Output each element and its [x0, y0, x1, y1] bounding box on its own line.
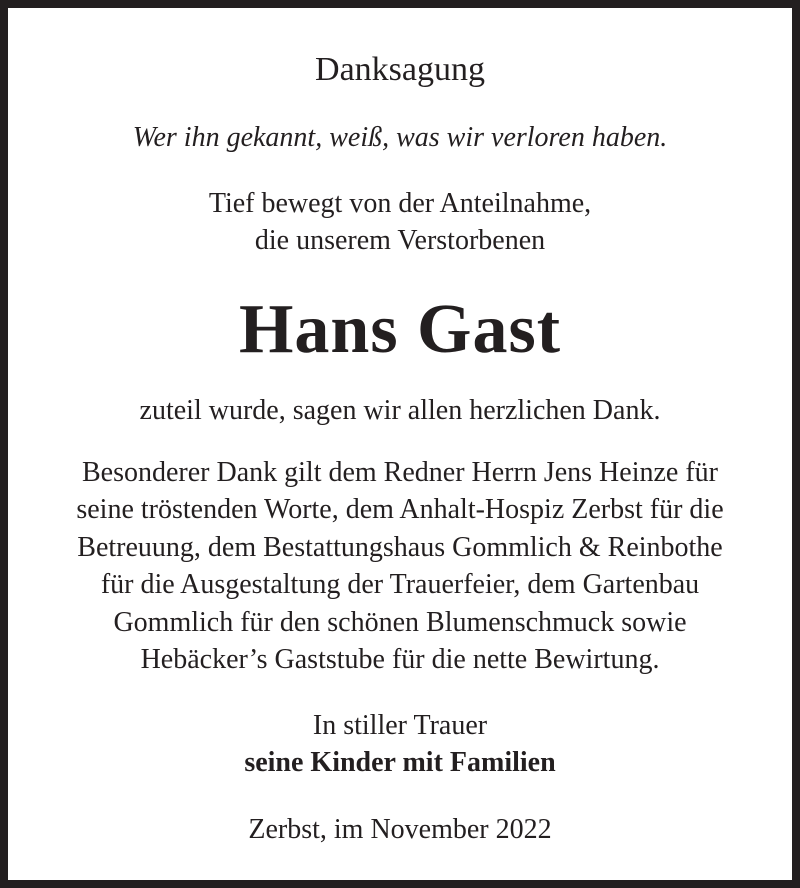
mourning-signature	[8, 707, 792, 781]
special-thanks-line: Betreuung, dem Bestattungshaus Gommlich & Reinbothe	[77, 531, 723, 563]
special-thanks-line: für die Ausgestaltung der Trauerfeier, dem Gartenbau	[100, 569, 700, 601]
intro-line: die unserem Verstorbenen	[254, 225, 546, 256]
intro-line: Tief bewegt von der Anteilnahme,	[208, 188, 592, 219]
mourners-name: seine Kinder mit Familien	[244, 747, 556, 778]
special-thanks-paragraph	[8, 454, 792, 678]
intro-text	[8, 185, 792, 259]
special-thanks-line: Gommlich für den schönen Blumenschmuck sowie	[113, 606, 687, 638]
motto-quote: Wer ihn gekannt, weiß, was wir verloren haben.	[132, 122, 668, 153]
mourning-phrase: In stiller Trauer	[312, 710, 488, 741]
special-thanks-line: Besonderer Dank gilt dem Redner Herrn Jens Heinze für	[81, 457, 718, 488]
place-and-date: Zerbst, im November 2022	[248, 814, 552, 845]
special-thanks-line: Hebäcker’s Gaststube für die nette Bewirtung.	[140, 644, 660, 676]
thanks-line: zuteil wurde, sagen wir allen herzlichen Dank.	[139, 395, 661, 426]
deceased-name: Hans Gast	[238, 291, 562, 368]
notice-heading: Danksagung	[315, 51, 485, 88]
special-thanks-line: seine tröstenden Worte, dem Anhalt-Hospiz Zerbst für die	[76, 494, 724, 526]
